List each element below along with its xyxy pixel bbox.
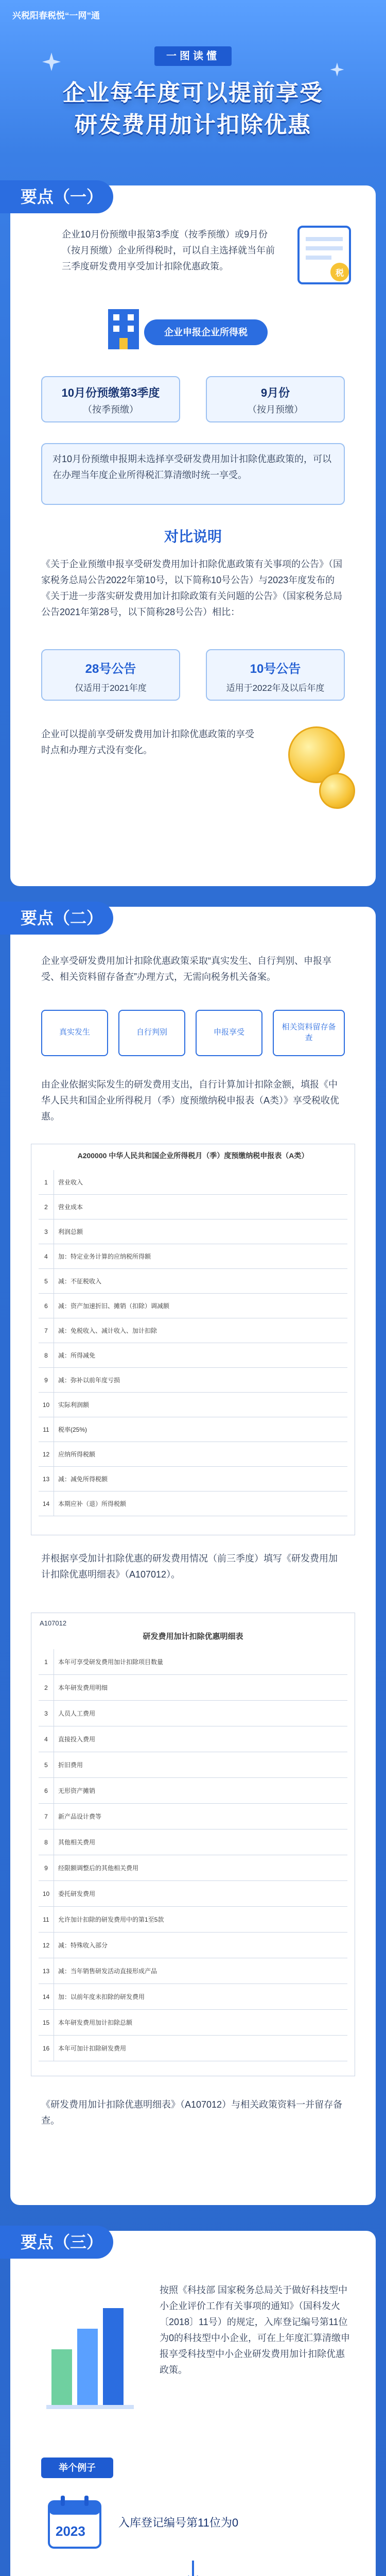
form-a107012-row-number: 3 [39,1701,54,1726]
step-label-1: 真实发生 [59,1028,90,1037]
form-a200000-row [39,1318,347,1343]
hero-banner [0,31,386,185]
form-a200000-row [39,1442,347,1467]
form-a200000-row [39,1294,347,1318]
form-a107012-row [39,1829,347,1855]
hero-ribbon: 一图读懂 [154,46,232,66]
form-a107012-row-label: 其他相关费用 [58,1839,96,1846]
form-a200000-row [39,1195,347,1219]
form-a200000-row-label: 加：特定业务计算的应纳税所得额 [58,1253,151,1260]
form-a107012-row-number: 10 [39,1881,54,1907]
form-a200000-row-label: 减：资产加速折旧、摊销（扣除）调减额 [58,1302,170,1310]
compare-28 [41,649,180,701]
form-a107012-row-number: 16 [39,2036,54,2061]
form-a107012-row [39,1701,347,1726]
form-a200000-row-label: 减：免税收入、减计收入、加计扣除 [58,1327,157,1334]
form-a107012-row-label: 折旧费用 [58,1761,83,1769]
form-a107012-row-number: 6 [39,1778,54,1804]
form-a107012-row-label: 本年可加计扣除研发费用 [58,2045,127,2052]
section2-closing: 《研发费用加计扣除优惠明细表》（A107012）与相关政策资料一并留存备查。 [41,2099,343,2126]
form-a107012-row [39,1804,347,1829]
form-a107012-row-number: 7 [39,1804,54,1829]
form-a107012-row-label: 本年研发费用加计扣除总额 [58,2019,133,2026]
hero-title-line1: 企业每年度可以提前享受 [63,80,323,106]
form-a200000-row-number: 7 [39,1318,54,1343]
form-a200000-row [39,1170,347,1195]
form-a200000-row-number: 6 [39,1294,54,1318]
form-a107012-row-label: 加：以前年度未扣除的研发费用 [58,1993,145,2001]
section1-intro: 企业10月份预缴申报第3季度（按季预缴）或9月份（按月预缴）企业所得税时，可以自主选择就当年前三季度研发费用享受加计扣除优惠政策。 [62,229,275,272]
form-a200000-row-number: 11 [39,1417,54,1442]
step-card-4 [273,1010,345,1056]
form-a200000-row-number: 3 [39,1219,54,1244]
form-a200000-row-number: 8 [39,1343,54,1368]
hero-title [21,77,365,141]
form-a107012-row [39,2036,347,2061]
building-icon [103,304,144,350]
section2-mid: 由企业依据实际发生的研发费用支出，自行计算加计扣除金额，填报《中华人民共和国企业所得税月（季）度预缴纳税申报表（A类）》享受税收优惠。 [41,1079,340,1122]
step-label-3: 申报享受 [213,1028,244,1037]
form-a107012-row-number: 4 [39,1726,54,1752]
section1-tag: 要点（一） [0,180,113,213]
form-a107012-row-number: 11 [39,1907,54,1933]
form-a200000-row-label: 营业收入 [58,1179,83,1186]
form-a200000-row-number: 13 [39,1467,54,1492]
form-a200000-row-number: 10 [39,1393,54,1417]
form-a200000-row [39,1269,347,1294]
form-a200000-row-number: 2 [39,1195,54,1219]
form-a200000-row-number: 4 [39,1244,54,1269]
form-a107012-row [39,1649,347,1675]
form-a200000-row [39,1393,347,1417]
sparkle-icon [41,52,62,72]
form-a107012-row-number: 9 [39,1855,54,1881]
section2-intro: 企业享受研发费用加计扣除优惠政策采取“真实发生、自行判别、申报享受、相关资料留存备查”办理方式，无需向税务机关备案。 [41,956,331,982]
form-a107012-title: 研发费用加计扣除优惠明细表 [143,1632,243,1641]
form-a200000-row-label: 应纳所得税额 [58,1451,96,1458]
step-label-2: 自行判别 [136,1028,167,1037]
form-a107012-row [39,1933,347,1958]
arrow-down-icon [185,2561,201,2576]
option-monthly-line2: （按月预缴） [248,404,303,415]
form-a200000-row [39,1492,347,1516]
form-a107012-row-label: 无形资产摊销 [58,1787,96,1794]
section3-intro: 按照《科技部 国家税务总局关于做好科技型中小企业评价工作有关事项的通知》（国科发火〔2018〕11号）的规定，入库登记编号第11位为0的科技型中小企业，可在上年度汇算清缴申报享受科技型中小企业研发费用加计扣除优惠政策。 [160,2285,350,2375]
sparkle-icon [329,62,345,77]
form-a200000 [31,1144,355,1535]
form-a107012-row-number: 2 [39,1675,54,1701]
form-a107012-row-label: 减：当年销售研发活动直接形成产品 [58,1968,157,1975]
form-a200000-row [39,1417,347,1442]
form-a107012-row [39,1726,347,1752]
form-a107012-row [39,1984,347,2010]
form-a107012-row-number: 1 [39,1649,54,1675]
form-a107012-row-number: 5 [39,1752,54,1778]
form-a107012-row-label: 本年可享受研发费用加计扣除项目数量 [58,1658,164,1666]
form-a107012-row-label: 新产品设计费等 [58,1813,102,1820]
form-a200000-row-number: 14 [39,1492,54,1516]
form-a107012-row [39,1907,347,1933]
form-a200000-row-number: 5 [39,1269,54,1294]
step-card-2 [118,1010,185,1056]
form-a107012-code: A107012 [40,1619,67,1627]
form-a200000-row [39,1343,347,1368]
option-quarterly [41,376,180,422]
form-a107012-row-label: 委托研发费用 [58,1890,96,1897]
section2-mid2: 并根据享受加计扣除优惠的研发费用情况（前三季度）填写《研发费用加计扣除优惠明细表》（A107012）。 [41,1553,338,1580]
option-monthly [206,376,345,422]
form-a107012-row-number: 14 [39,1984,54,2010]
coin-icon [319,773,355,809]
form-a200000-row-label: 减：不征税收入 [58,1278,102,1285]
form-a200000-row [39,1467,347,1492]
form-a107012-row [39,1881,347,1907]
form-a200000-row-label: 减：所得减免 [58,1352,96,1359]
section3-card [10,2231,376,2576]
form-a200000-title: A200000 中华人民共和国企业所得税月（季）度预缴纳税申报表（A类） [77,1151,309,1160]
top-bar [0,0,386,31]
option-monthly-line1: 9月份 [260,386,290,399]
form-a107012-row-label: 允许加计扣除的研发费用中的第1至5款 [58,1916,164,1923]
form-a200000-row-label: 本期应补（退）所得税额 [58,1500,127,1507]
form-a200000-row [39,1368,347,1393]
form-a107012-row [39,1675,347,1701]
form-a107012-row [39,1778,347,1804]
form-a200000-row-label: 营业成本 [58,1204,83,1211]
compare-28-title: 28号公告 [85,662,136,676]
step-card-3 [196,1010,262,1056]
calendar-year: 2023 [56,2523,85,2539]
form-a107012-row-label: 直接投入费用 [58,1736,96,1743]
form-a200000-row-label: 利润总额 [58,1228,83,1235]
form-a200000-row-label: 税率(25%) [58,1426,87,1433]
section2-card [10,907,376,2205]
form-a200000-row-label: 实际利润额 [58,1401,90,1409]
compare-10 [206,649,345,701]
step-label-4: 相关资料留存备查 [282,1023,336,1042]
form-a107012-row-number: 8 [39,1829,54,1855]
notebook-label: 税 [336,269,344,278]
form-a107012 [31,1613,355,2076]
section3-tag: 要点（三） [0,2226,113,2259]
brand-label: 兴税阳春税悦“一网”通 [12,11,100,21]
option-quarterly-line1: 10月份预缴第3季度 [61,386,160,399]
section1-note-text: 对10月份预缴申报期未选择享受研发费用加计扣除优惠政策的，可以在办理当年度企业所得税汇算清缴时统一享受。 [52,454,332,480]
example-line: 入库登记编号第11位为0 [118,2516,239,2529]
compare-text: 《关于企业预缴申报享受研发费用加计扣除优惠政策有关事项的公告》（国家税务总局公告2022年第10号，以下简称10号公告）与2023年度发布的《关于进一步落实研发费用加计扣除政策有关问题的公告》（国家税务总局公告2021年第28号，以下简称28号公告）相比： [41,559,342,617]
section2-tag: 要点（二） [0,902,113,935]
compare-10-sub: 适用于2022年及以后年度 [226,683,325,693]
form-a200000-row [39,1244,347,1269]
compare-28-sub: 仅适用于2021年度 [75,683,147,693]
form-a107012-row-label: 经限额调整后的其他相关费用 [58,1865,139,1872]
section1-card [10,185,376,886]
compare-10-title: 10号公告 [250,662,301,676]
form-a107012-row [39,1958,347,1984]
section1-closing: 企业可以提前享受研发费用加计扣除优惠政策的享受时点和办理方式没有变化。 [41,729,254,755]
example-tag: 举个例子 [41,2458,113,2478]
form-a200000-row-label: 减：减免所得税额 [58,1476,108,1483]
form-a107012-row-label: 人员人工费用 [58,1710,96,1717]
notebook-icon [288,222,360,289]
form-a107012-row-number: 12 [39,1933,54,1958]
form-a200000-row-number: 12 [39,1442,54,1467]
form-a200000-row-label: 减：弥补以前年度亏损 [58,1377,120,1384]
books-icon [41,2287,144,2411]
form-a200000-row-number: 9 [39,1368,54,1393]
form-a107012-row-number: 15 [39,2010,54,2036]
form-a107012-row-number: 13 [39,1958,54,1984]
form-a200000-row-number: 1 [39,1170,54,1195]
calendar-icon [46,2494,103,2550]
compare-title: 对比说明 [164,529,222,545]
option-quarterly-line2: （按季预缴） [83,404,138,415]
section1-note [41,443,345,505]
form-a107012-row [39,1855,347,1881]
form-a107012-row [39,2010,347,2036]
form-a200000-row [39,1219,347,1244]
step-card-1 [41,1010,108,1056]
form-a107012-row-label: 减：特殊收入部分 [58,1942,108,1949]
form-a107012-row [39,1752,347,1778]
hero-title-line2: 研发费用加计扣除优惠 [75,112,311,138]
form-a107012-row-label: 本年研发费用明细 [58,1684,108,1691]
building-label: 企业申报企业所得税 [144,319,268,345]
